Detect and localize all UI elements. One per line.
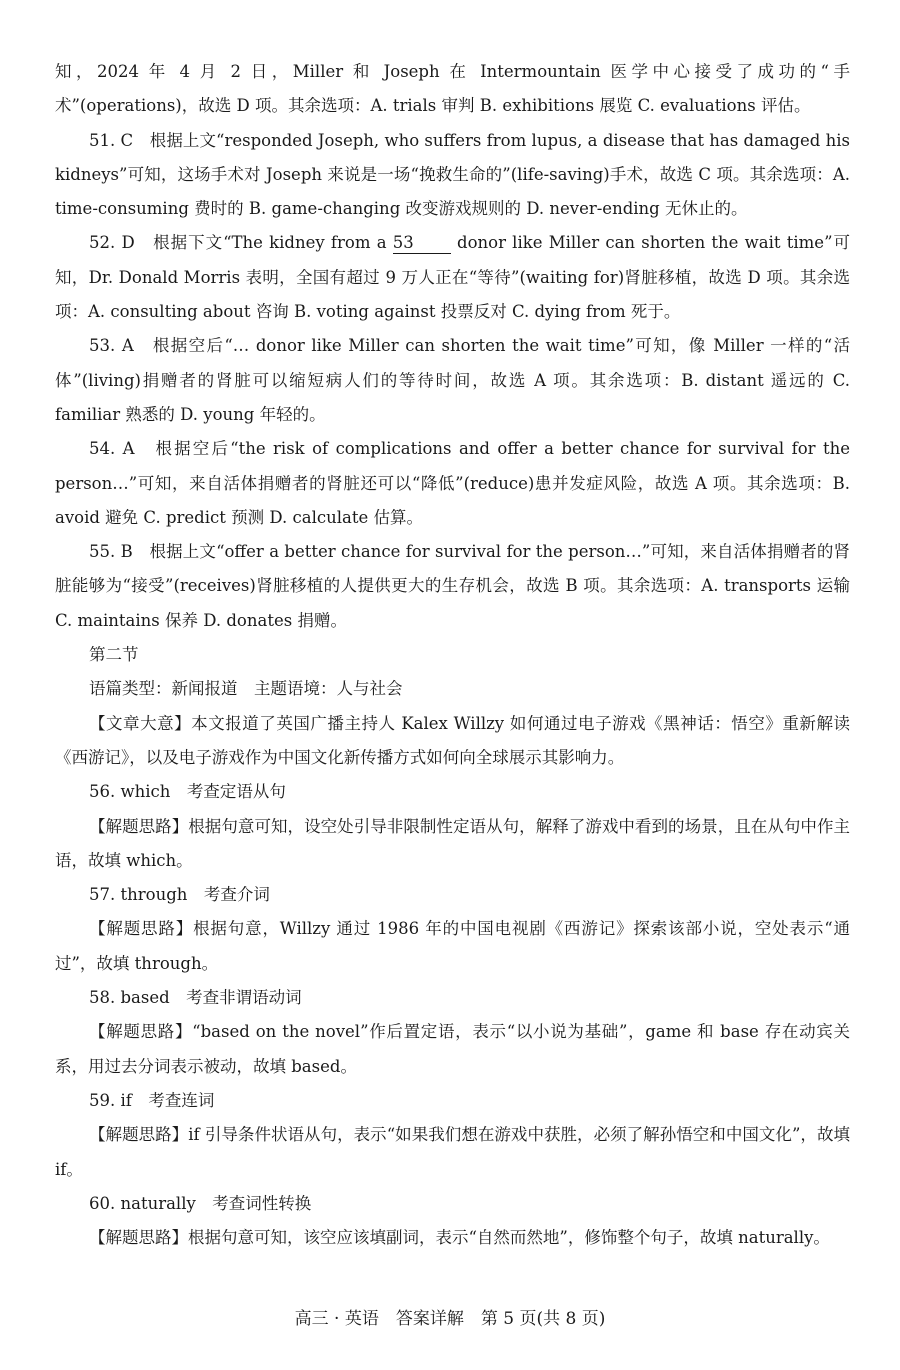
solution-57: 【解题思路】根据句意，Willzy 通过 1986 年的中国电视剧《西游记》探索该部小说，空处表示“通过”，故填 through。 [55, 919, 850, 973]
section-heading: 第二节 [89, 645, 139, 665]
solution-56: 【解题思路】根据句意可知，设空处引导非限制性定语从句，解释了游戏中看到的场景，且在从句中作主语，故填 which。 [55, 816, 850, 870]
question-56: 56. which 考查定语从句 [89, 782, 286, 802]
answer-52-after: donor like Miller can shorten the wait time”可知，Dr. Donald Morris 表明，全国有超过 9 万人正在“等待”(waiting for)肾脏移植，故选 D 项。其余选项：A. consulting about 咨询 B. voting against 投票反对 C. dying from 死于。 [55, 233, 850, 322]
answer-52 [55, 226, 850, 329]
answer-52-before: 52. D 根据下文“The kidney from a [89, 233, 393, 253]
solution-59: 【解题思路】if 引导条件状语从句，表示“如果我们想在游戏中获胜，必须了解孙悟空和中国文化”，故填 if。 [55, 1125, 850, 1179]
answer-54: 54. A 根据空后“the risk of complications and offer a better chance for survival for the person…”可知，来自活体捐赠者的肾脏还可以“降低”(reduce)患并发症风险，故选 A 项。其余选项：B. avoid 避免 C. predict 预测 D. calculate 估算。 [55, 439, 850, 527]
page-footer: 高三 · 英语 答案详解 第 5 页(共 8 页) [294, 1309, 606, 1329]
answer-51: 51. C 根据上文“responded Joseph, who suffers from lupus, a disease that has damaged his kidneys”可知，这场手术对 Joseph 来说是一场“挽救生命的”(life-saving)手术，故选 C 项。其余选项：A. time-consuming 费时的 B. game-changing 改变游戏规则的 D. never-ending 无休止的。 [55, 130, 850, 219]
passage-genre: 语篇类型：新闻报道 主题语境：人与社会 [89, 679, 403, 699]
question-59: 59. if 考查连词 [89, 1090, 215, 1110]
passage-summary: 【文章大意】本文报道了英国广播主持人 Kalex Willzy 如何通过电子游戏《黑神话：悟空》重新解读《西游记》，以及电子游戏作为中国文化新传播方式如何向全球展示其影响力。 [55, 713, 850, 767]
solution-60: 【解题思路】根据句意可知，该空应该填副词，表示“自然而然地”，修饰整个句子，故填 naturally。 [89, 1228, 830, 1248]
document-body [55, 55, 850, 1255]
answer-53: 53. A 根据空后“… donor like Miller can shorten the wait time”可知，像 Miller 一样的“活体”(living)捐赠者的肾脏可以缩短病人们的等待时间，故选 A 项。其余选项：B. distant 遥远的 C. familiar 熟悉的 D. young 年轻的。 [55, 336, 850, 424]
answer-55: 55. B 根据上文“offer a better chance for survival for the person…”可知，来自活体捐赠者的肾脏能够为“接受”(receives)肾脏移植的人提供更大的生存机会，故选 B 项。其余选项：A. transports 运输 C. maintains 保养 D. donates 捐赠。 [55, 542, 850, 630]
question-57: 57. through 考查介词 [89, 885, 270, 905]
answer-52-blank: 53 [393, 233, 451, 254]
paragraph-50-continued: 知，2024 年 4 月 2 日，Miller 和 Joseph 在 Intermountain 医学中心接受了成功的“手术”(operations)，故选 D 项。其余选项：A. trials 审判 B. exhibitions 展览 C. evaluations 评估。 [55, 62, 850, 116]
question-58: 58. based 考查非谓语动词 [89, 988, 302, 1008]
solution-58: 【解题思路】“based on the novel”作后置定语，表示“以小说为基础”，game 和 base 存在动宾关系，用过去分词表示被动，故填 based。 [55, 1022, 850, 1076]
question-60: 60. naturally 考查词性转换 [89, 1193, 312, 1213]
